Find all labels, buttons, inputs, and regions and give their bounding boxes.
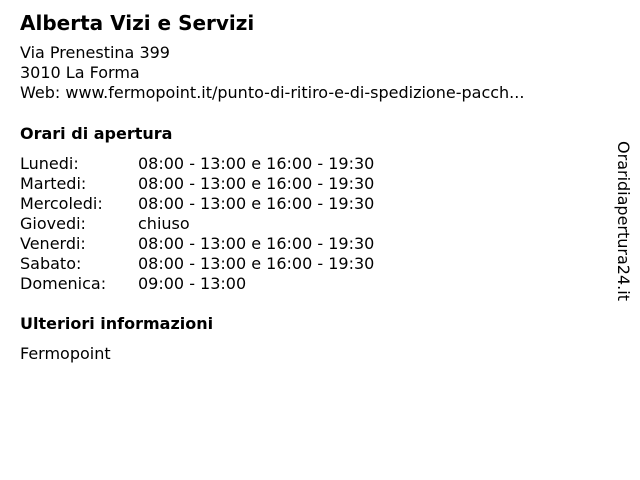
hours-value: 08:00 - 13:00 e 16:00 - 19:30: [138, 254, 375, 273]
day-label: Venerdi:: [20, 234, 86, 253]
hours-row-tuesday: [20, 174, 374, 194]
day-label: Giovedi:: [20, 214, 86, 233]
hours-row-sunday: [20, 274, 374, 294]
hours-row-wednesday: [20, 194, 374, 214]
city-address: 3010 La Forma: [20, 63, 140, 82]
hours-value: 09:00 - 13:00: [138, 274, 247, 293]
day-label: Lunedi:: [20, 154, 79, 173]
website-link[interactable]: Web: www.fermopoint.it/punto-di-ritiro-e-di-spedizione-pacch...: [20, 83, 525, 102]
hours-value: 08:00 - 13:00 e 16:00 - 19:30: [138, 194, 375, 213]
day-label: Domenica:: [20, 274, 107, 293]
address-block: [20, 43, 524, 103]
hours-value: 08:00 - 13:00 e 16:00 - 19:30: [138, 234, 375, 253]
hours-row-friday: [20, 234, 374, 254]
hours-row-thursday: [20, 214, 374, 234]
hours-value: 08:00 - 13:00 e 16:00 - 19:30: [138, 154, 375, 173]
day-label: Sabato:: [20, 254, 82, 273]
hours-value: 08:00 - 13:00 e 16:00 - 19:30: [138, 174, 375, 193]
hours-row-saturday: [20, 254, 374, 274]
day-label: Mercoledi:: [20, 194, 103, 213]
opening-hours-heading: Orari di apertura: [20, 124, 173, 143]
day-label: Martedi:: [20, 174, 87, 193]
watermark-text: Oraridiapertura24.it: [614, 141, 633, 301]
opening-hours-table: [20, 154, 374, 294]
hours-value: chiuso: [138, 214, 190, 233]
business-name: Alberta Vizi e Servizi: [20, 11, 255, 35]
street-address: Via Prenestina 399: [20, 43, 170, 62]
additional-info-heading: Ulteriori informazioni: [20, 314, 214, 333]
additional-info-text: Fermopoint: [20, 344, 111, 363]
hours-row-monday: [20, 154, 374, 174]
